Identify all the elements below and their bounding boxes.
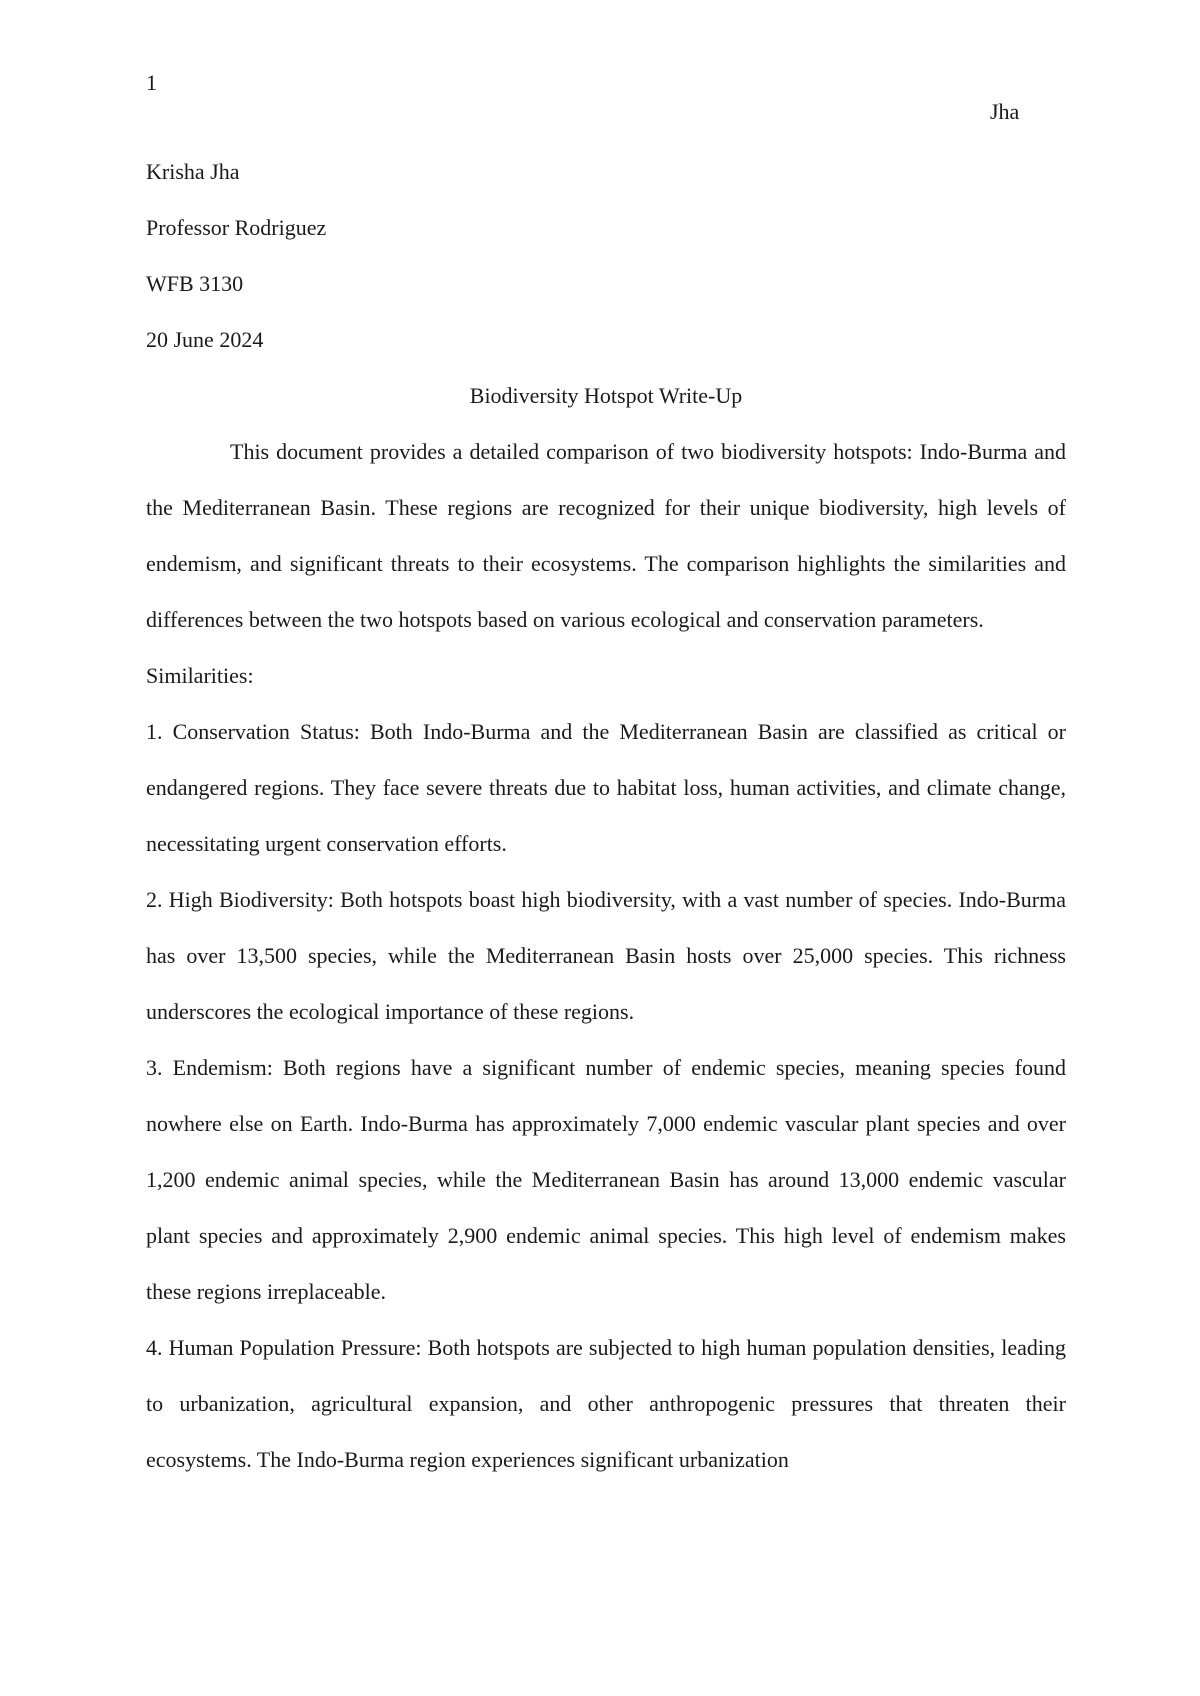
similarities-heading: Similarities: [146,663,254,688]
similarity-item-endemism: 3. Endemism: Both regions have a significant number of endemic species, meaning species found nowhere else on Earth. Indo-Burma has approximately 7,000 endemic vascular plant species and over 1,200 endemic animal species, while the Mediterranean Basin has around 13,000 endemic vascular plant species and approximately 2,900 endemic animal species. This high level of endemism makes these regions irreplaceable. [146,1055,1066,1304]
similarity-item-human-population-pressure: 4. Human Population Pressure: Both hotspots are subjected to high human population densities, leading to urbanization, agricultural expansion, and other anthropogenic pressures that threaten their ecosystems. The Indo-Burma region experiences significant urbanization [146,1335,1066,1472]
document-date: 20 June 2024 [146,327,264,352]
similarity-item-conservation-status: 1. Conservation Status: Both Indo-Burma and the Mediterranean Basin are classified as critical or endangered regions. They face severe threats due to habitat loss, human activities, and climate change, necessitating urgent conservation efforts. [146,719,1066,856]
similarity-item-high-biodiversity: 2. High Biodiversity: Both hotspots boast high biodiversity, with a vast number of species. Indo-Burma has over 13,500 species, while the Mediterranean Basin hosts over 25,000 species. This richness underscores the ecological importance of these regions. [146,887,1066,1024]
intro-paragraph: This document provides a detailed comparison of two biodiversity hotspots: Indo-Burma and the Mediterranean Basin. These regions are recognized for their unique biodiversity, high levels of endemism, and significant threats to their ecosystems. The comparison highlights the similarities and differences between the two hotspots based on various ecological and conservation parameters. [146,439,1066,632]
running-head: Jha [990,99,1020,124]
student-name: Krisha Jha [146,159,240,184]
page-number: 1 [146,70,157,95]
document-title: Biodiversity Hotspot Write-Up [469,383,743,408]
course-code: WFB 3130 [146,271,244,296]
professor-name: Professor Rodriguez [146,215,327,240]
document-body [146,144,1066,1488]
